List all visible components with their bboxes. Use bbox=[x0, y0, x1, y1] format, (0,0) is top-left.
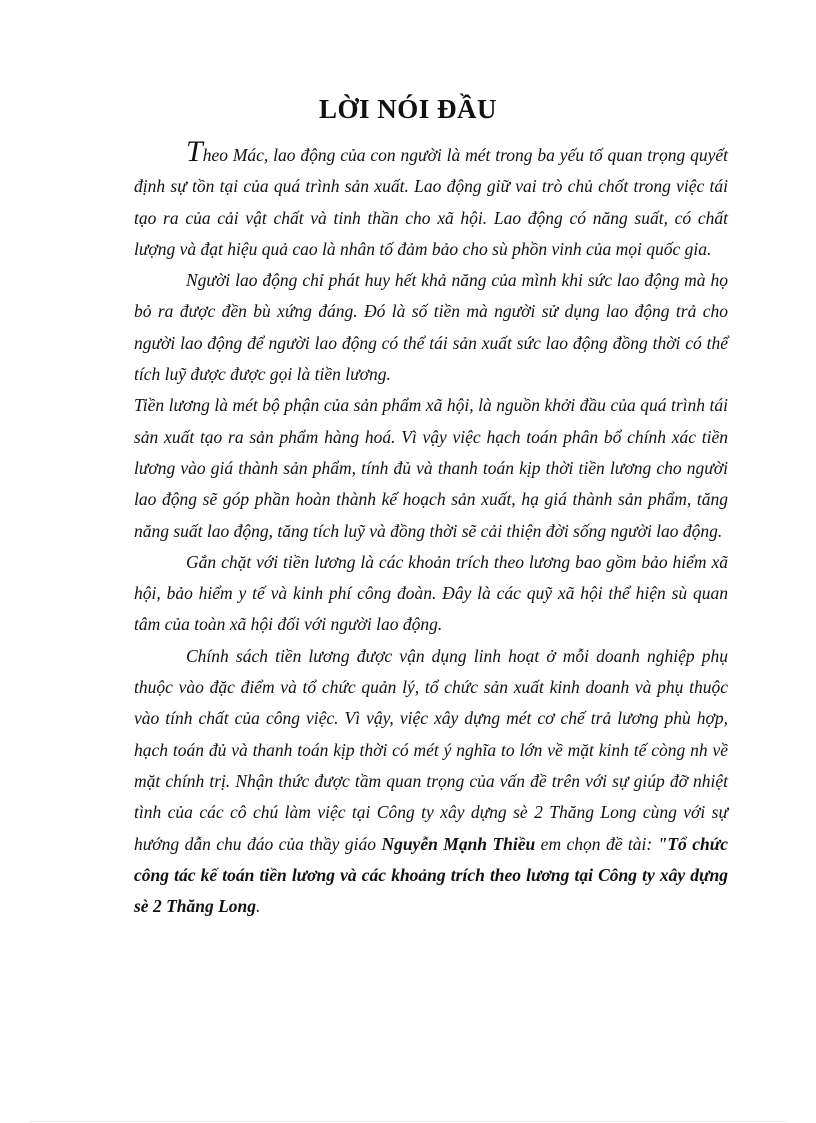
thesis-topic: "Tổ chức công tác kế toán tiền lương và các khoảng trích theo lương tại Công ty xây dựng sè 2 Thăng Long bbox=[134, 833, 728, 917]
paragraph-1-text: heo Mác, lao động của con người là mét trong ba yếu tố quan trọng quyết định sự tồn tại của quá trình sản xuất. Lao động giữ vai trò chủ chốt trong việc tái tạo ra của cải vật chất và tinh thần cho xã hội. Lao động có năng suất, có chất lượng và đạt hiệu quả cao là nhân tố đảm bảo cho sù phồn vinh của mọi quốc gia. bbox=[134, 145, 728, 259]
paragraph-4: Gắn chặt với tiền lương là các khoản trích theo lương bao gồm bảo hiểm xã hội, bảo hiểm y tế và kinh phí công đoàn. Đây là các quỹ xã hội thể hiện sù quan tâm của toàn xã hội đối với người lao động. bbox=[134, 551, 728, 635]
paragraph-5-text: Chính sách tiền lương được vận dụng linh hoạt ở mỗi doanh nghiệp phụ thuộc vào đặc điểm và tổ chức quản lý, tổ chức sản xuất kinh doanh và phụ thuộc vào tính chất của công việc. Vì vậy, việc xây dựng mét cơ chế trả lương phù hợp, hạch toán đủ và thanh toán kịp thời có mét ý nghĩa to lớn về mặt kinh tế còng nh về mặt chính trị. Nhận thức được tầm quan trọng của vấn đề trên với sự giúp đỡ nhiệt tình của các cô chú làm việc tại Công ty xây dựng sè 2 Thăng Long cùng với sự hướng dẫn chu đáo của thầy giáo bbox=[134, 645, 728, 854]
paragraph-1 bbox=[134, 131, 728, 265]
page-bottom-divider bbox=[30, 1121, 786, 1122]
document-body bbox=[134, 131, 728, 922]
paragraph-5-end: . bbox=[256, 896, 261, 917]
teacher-name: Nguyễn Mạnh Thiều bbox=[381, 833, 536, 854]
paragraph-3: Tiền lương là mét bộ phận của sản phẩm xã hội, là nguồn khởi đầu của quá trình tái sản xuất tạo ra sản phẩm hàng hoá. Vì vậy việc hạch toán phân bổ chính xác tiền lương vào giá thành sản phẩm, tính đủ và thanh toán kịp thời tiền lương cho người lao động sẽ góp phần hoàn thành kế hoạch sản xuất, hạ giá thành sản phẩm, tăng năng suất lao động, tăng tích luỹ và đồng thời sẽ cải thiện đời sống người lao động. bbox=[134, 395, 728, 541]
drop-cap: T bbox=[186, 135, 203, 168]
page-title: LỜI NÓI ĐẦU bbox=[318, 94, 498, 124]
paragraph-5 bbox=[134, 641, 728, 923]
paragraph-2: Người lao động chỉ phát huy hết khả năng của mình khi sức lao động mà họ bỏ ra được đền bù xứng đáng. Đó là số tiền mà người sử dụng lao động trả cho người lao động để người lao động có thể tái sản xuất sức lao động đồng thời có thể tích luỹ được được gọi là tiền lương. bbox=[134, 270, 728, 385]
paragraph-5-middle: em chọn đề tài: bbox=[535, 833, 658, 854]
